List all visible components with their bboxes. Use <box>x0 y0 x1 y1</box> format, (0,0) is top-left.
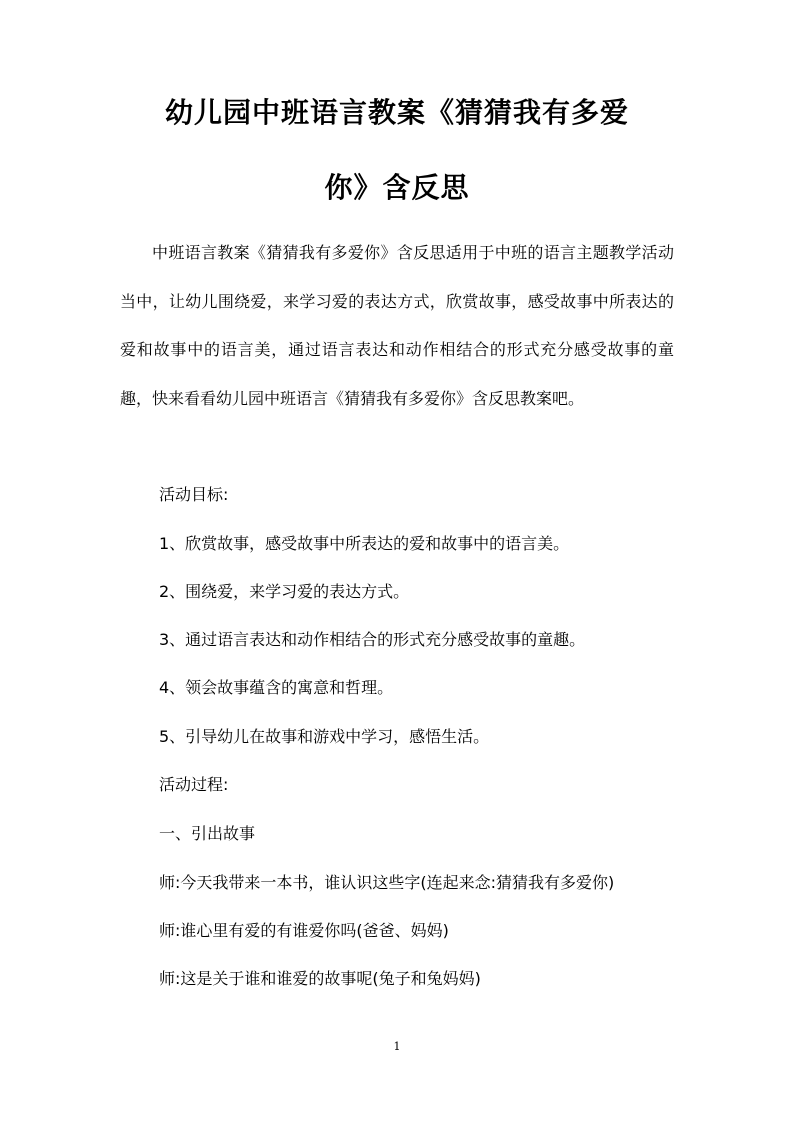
document-title-line-2: 你》含反思 <box>324 171 470 204</box>
dialogue-line-3: 师:这是关于谁和谁爱的故事呢(兔子和兔妈妈) <box>159 969 481 988</box>
goal-item-1: 1、欣赏故事，感受故事中所表达的爱和故事中的语言美。 <box>159 534 570 553</box>
section-heading-1: 一、引出故事 <box>159 824 256 843</box>
goal-item-5: 5、引导幼儿在故事和游戏中学习，感悟生活。 <box>159 727 490 746</box>
goal-item-2: 2、围绕爱，来学习爱的表达方式。 <box>159 582 410 601</box>
page-number: 1 <box>393 1040 401 1053</box>
dialogue-line-2: 师:谁心里有爱的有谁爱你吗(爸爸、妈妈) <box>159 921 449 940</box>
goal-item-4: 4、领会故事蕴含的寓意和哲理。 <box>159 678 394 697</box>
process-heading: 活动过程: <box>159 775 229 794</box>
goal-item-3: 3、通过语言表达和动作相结合的形式充分感受故事的童趣。 <box>159 630 586 649</box>
intro-paragraph: 中班语言教案《猜猜我有多爱你》含反思适用于中班的语言主题教学活动当中，让幼儿围绕爱，来学习爱的表达方式，欣赏故事，感受故事中所表达的爱和故事中的语言美，通过语言表达和动作相结合的形式充分感受故事的童趣，快来看看幼儿园中班语言《猜猜我有多爱你》含反思教案吧。 <box>120 243 674 408</box>
document-title-line-1: 幼儿园中班语言教案《猜猜我有多爱 <box>164 96 629 129</box>
dialogue-line-1: 师:今天我带来一本书，谁认识这些字(连起来念:猜猜我有多爱你) <box>159 873 615 892</box>
goals-heading: 活动目标: <box>159 485 229 504</box>
